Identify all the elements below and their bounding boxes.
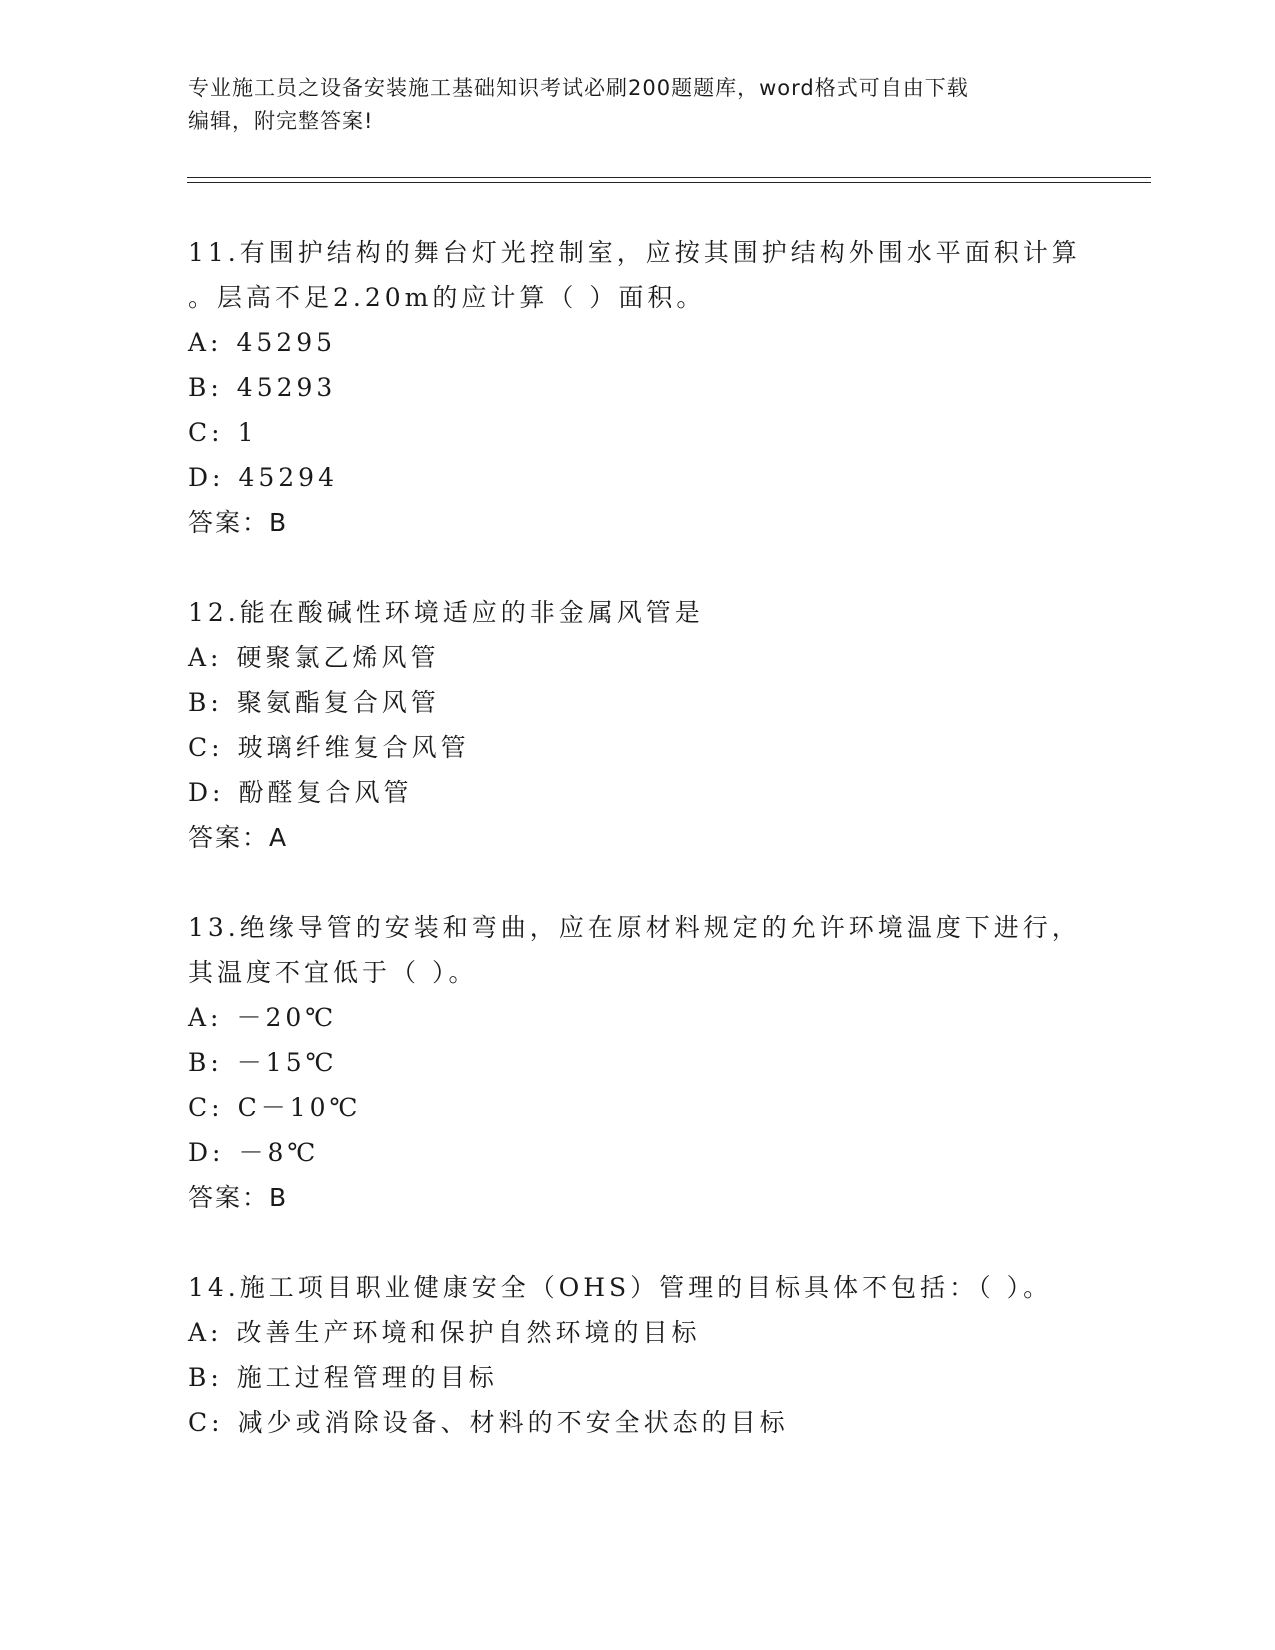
question-12-answer: 答案：A — [188, 823, 289, 852]
option-text: C－10℃ — [237, 1093, 362, 1122]
option-letter: A: — [188, 643, 223, 672]
question-12-option-b — [188, 688, 440, 718]
question-11-option-d — [188, 463, 338, 493]
option-letter: C: — [188, 418, 224, 447]
question-14-option-b — [188, 1363, 498, 1393]
option-text: 酚醛复合风管 — [238, 778, 413, 807]
question-14-stem-line-1: 14.施工项目职业健康安全（OHS）管理的目标具体不包括：（ ）。 — [188, 1273, 1053, 1302]
header-title-line-1: 专业施工员之设备安装施工基础知识考试必刷200题题库，word格式可自由下载 — [188, 76, 969, 100]
question-13-stem-line-1: 13.绝缘导管的安装和弯曲，应在原材料规定的允许环境温度下进行， — [188, 913, 1081, 942]
option-letter: B: — [188, 373, 223, 402]
question-11-option-a — [188, 328, 336, 358]
option-text: 硬聚氯乙烯风管 — [236, 643, 440, 672]
option-text: 45293 — [236, 373, 337, 402]
question-11-option-c — [188, 418, 257, 448]
question-12-option-d — [188, 778, 412, 808]
option-text: －8℃ — [238, 1138, 320, 1167]
option-text: 45295 — [236, 328, 337, 357]
option-letter: C: — [188, 733, 224, 762]
question-14-option-c — [188, 1408, 789, 1438]
option-text: 施工过程管理的目标 — [236, 1363, 498, 1392]
option-text: 聚氨酯复合风管 — [236, 688, 440, 717]
question-13-answer: 答案：B — [188, 1183, 289, 1212]
question-12-option-a — [188, 643, 440, 673]
question-13-option-a — [188, 1003, 337, 1033]
header-divider-top — [187, 177, 1151, 178]
question-12-stem-line-1: 12.能在酸碱性环境适应的非金属风管是 — [188, 598, 704, 627]
option-letter: D: — [188, 1138, 225, 1167]
option-text: 1 — [237, 418, 258, 447]
option-letter: D: — [188, 778, 225, 807]
option-letter: A: — [188, 1003, 223, 1032]
question-11-stem-line-1: 11.有围护结构的舞台灯光控制室，应按其围护结构外围水平面积计算 — [188, 238, 1081, 267]
option-text: 45294 — [238, 463, 338, 492]
option-letter: C: — [188, 1408, 224, 1437]
option-letter: A: — [188, 328, 223, 357]
option-letter: C: — [188, 1093, 224, 1122]
option-letter: D: — [188, 463, 225, 492]
header-title-line-2: 编辑，附完整答案! — [188, 109, 374, 133]
option-letter: B: — [188, 688, 223, 717]
option-text: 改善生产环境和保护自然环境的目标 — [236, 1318, 701, 1347]
question-14-option-a — [188, 1318, 701, 1348]
option-text: －20℃ — [236, 1003, 338, 1032]
option-letter: B: — [188, 1363, 223, 1392]
option-text: 减少或消除设备、材料的不安全状态的目标 — [237, 1408, 789, 1437]
question-11-stem-line-2: 。层高不足2.20m的应计算（ ）面积。 — [188, 283, 706, 312]
header-divider-bottom — [187, 182, 1151, 183]
question-13-option-b — [188, 1048, 338, 1078]
option-letter: B: — [188, 1048, 223, 1077]
question-13-option-d — [188, 1138, 319, 1168]
page-header — [188, 72, 1088, 138]
option-letter: A: — [188, 1318, 223, 1347]
question-12-option-c — [188, 733, 470, 763]
question-13-stem-line-2: 其温度不宜低于（ ）。 — [188, 958, 478, 987]
question-13-option-c — [188, 1093, 361, 1123]
option-text: －15℃ — [236, 1048, 338, 1077]
question-11-option-b — [188, 373, 336, 403]
option-text: 玻璃纤维复合风管 — [237, 733, 470, 762]
question-11-answer: 答案：B — [188, 508, 289, 537]
